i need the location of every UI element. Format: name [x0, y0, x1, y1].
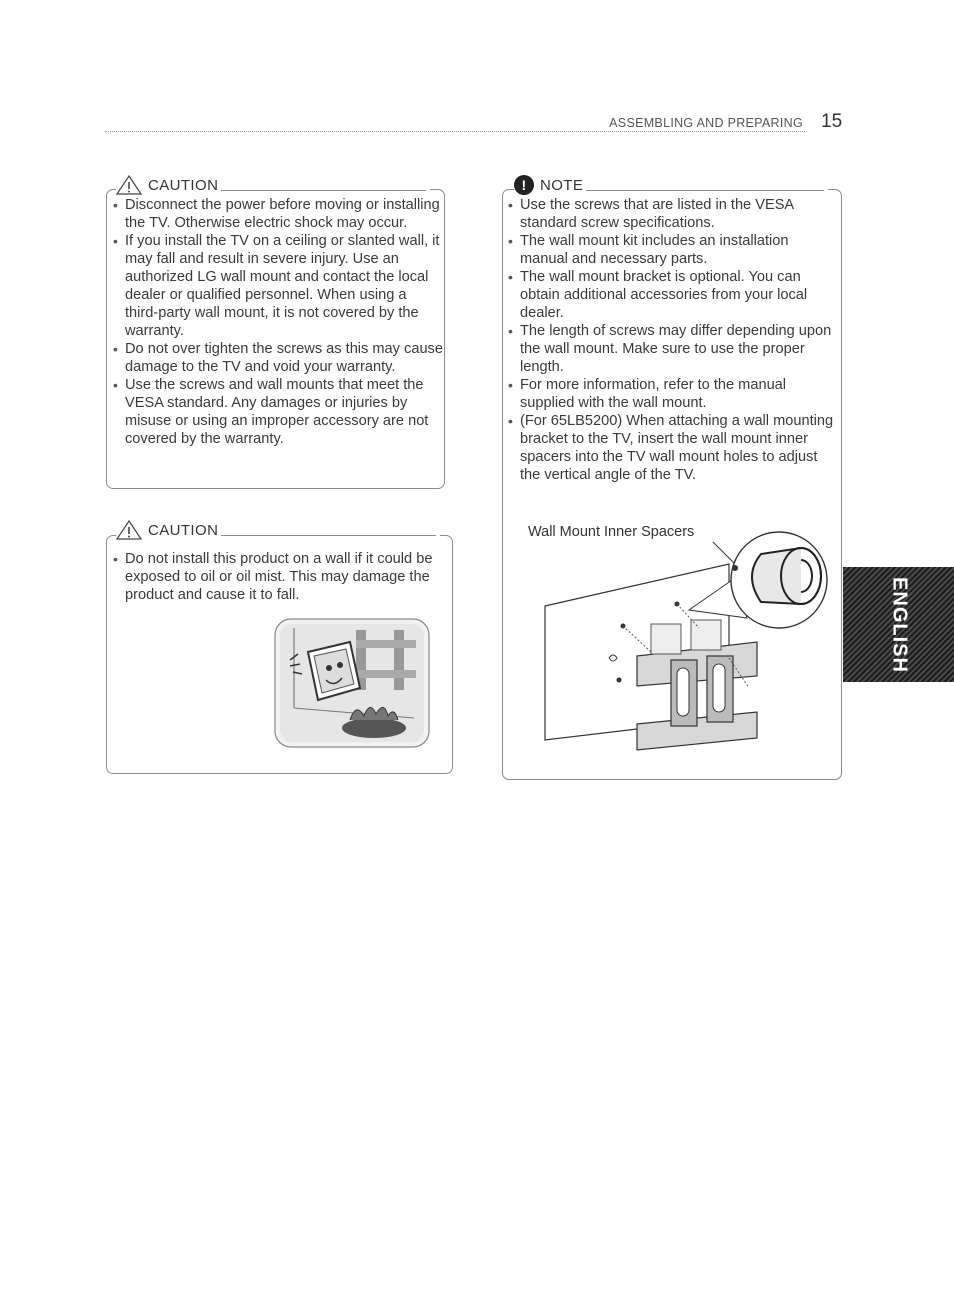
- note-list: [504, 196, 838, 484]
- caution-box-1: [106, 189, 445, 489]
- caution-2-title: CAUTION: [148, 521, 219, 539]
- caution-1-heading: [116, 175, 430, 195]
- list-item: • (For 65LB5200) When attaching a wall mounting bracket to the TV, insert the wall mount inner spacers into the TV wall mount holes to adjust the vertical angle of the TV.: [504, 412, 838, 484]
- caution-2-list: [109, 550, 439, 604]
- caution-2-heading: [116, 520, 440, 540]
- list-item: • If you install the TV on a ceiling or slanted wall, it may fall and result in severe injury. Use an authorized LG wall mount and contact the local dealer or qualified personnel. When using a third-party wall mount, it is not covered by the warranty.: [109, 232, 443, 340]
- note-box: [502, 189, 842, 780]
- note-heading: [514, 175, 828, 195]
- list-item: • Disconnect the power before moving or installing the TV. Otherwise electric shock may occur.: [109, 196, 443, 232]
- language-side-tab: [843, 567, 954, 682]
- diagram-caption: Wall Mount Inner Spacers: [528, 524, 695, 540]
- list-item: • The length of screws may differ depending upon the wall mount. Make sure to use the proper length.: [504, 322, 838, 376]
- caution-box-2: [106, 535, 453, 774]
- list-item: • Use the screws and wall mounts that meet the VESA standard. Any damages or injuries by misuse or using an improper accessory are not covered by the warranty.: [109, 376, 443, 448]
- list-item: • Use the screws that are listed in the VESA standard screw specifications.: [504, 196, 838, 232]
- list-item: • The wall mount bracket is optional. You can obtain additional accessories from your local dealer.: [504, 268, 838, 322]
- caution-1-list: [109, 196, 443, 448]
- side-tab-label: ENGLISH: [888, 576, 911, 673]
- page-number: 15: [821, 111, 843, 132]
- header-rule: [105, 131, 805, 132]
- wall-mount-spacers-diagram: [539, 528, 839, 768]
- list-item: • For more information, refer to the manual supplied with the wall mount.: [504, 376, 838, 412]
- section-title: ASSEMBLING AND PREPARING: [609, 116, 803, 130]
- warning-triangle-icon: [116, 520, 142, 540]
- list-item: • Do not over tighten the screws as this may cause damage to the TV and void your warranty.: [109, 340, 443, 376]
- exclamation-circle-icon: !: [514, 175, 534, 195]
- caution-1-title: CAUTION: [148, 176, 219, 194]
- oil-mist-warning-illustration: [274, 618, 430, 748]
- warning-triangle-icon: [116, 175, 142, 195]
- note-title: NOTE: [540, 176, 584, 194]
- list-item: • Do not install this product on a wall if it could be exposed to oil or oil mist. This may damage the product and cause it to fall.: [109, 550, 439, 604]
- list-item: • The wall mount kit includes an installation manual and necessary parts.: [504, 232, 838, 268]
